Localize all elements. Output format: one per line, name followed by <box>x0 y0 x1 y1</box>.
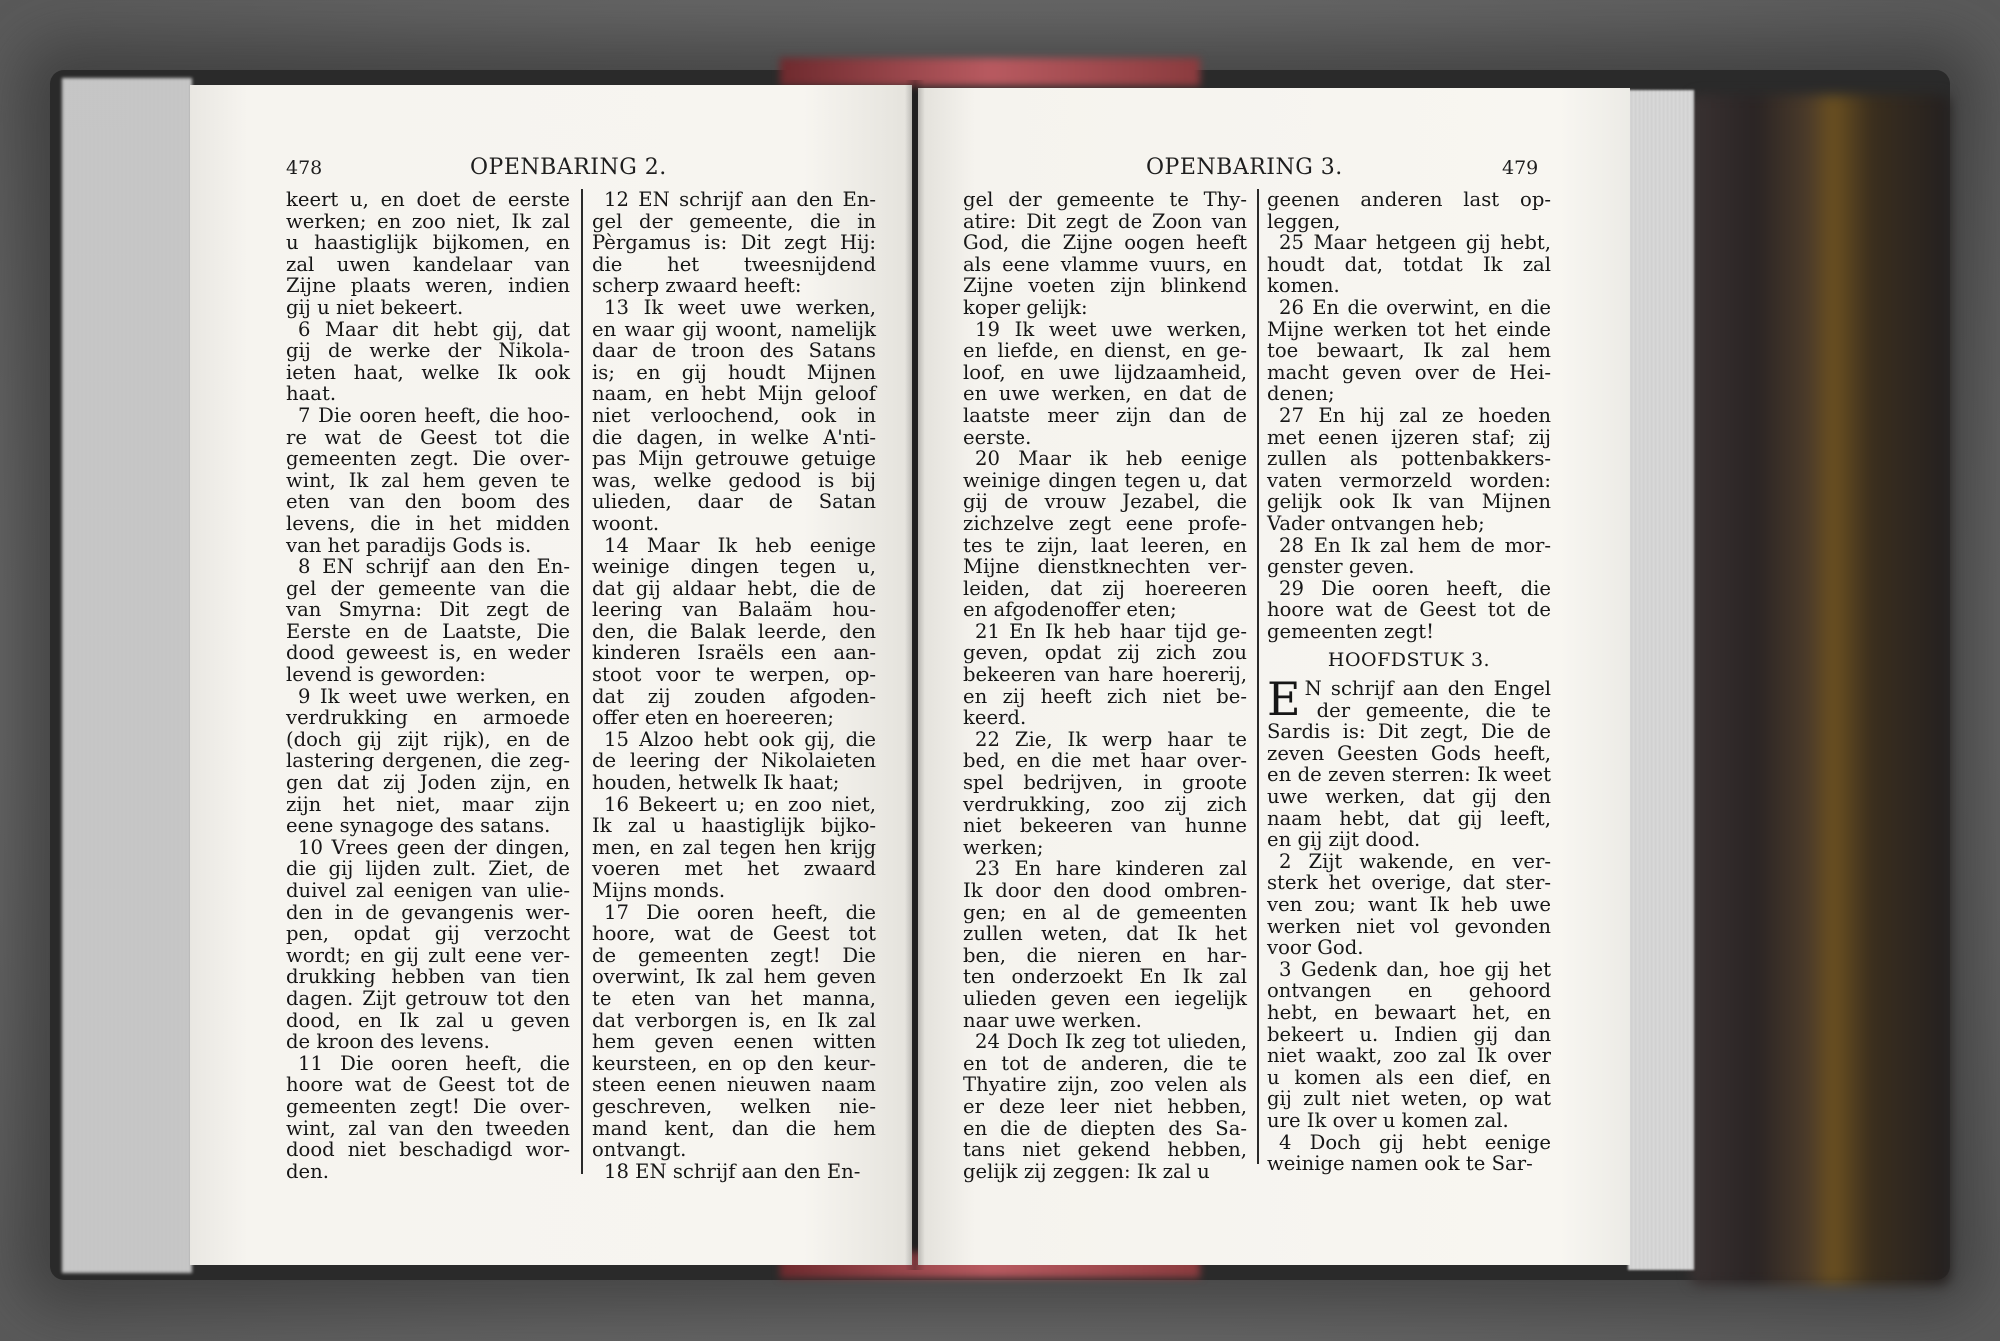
text-line: ieten haat, welke Ik ook <box>286 360 570 384</box>
text-line: 13 Ik weet uwe werken, <box>604 295 876 319</box>
page-edges-left <box>62 78 192 1273</box>
text-line: was, welke gedood is bij <box>592 468 876 492</box>
text-line: dat zij zouden afgoden- <box>592 684 876 708</box>
text-line: en gij zijt dood. <box>1267 828 1421 852</box>
text-line: laatste meer zijn dan de <box>963 403 1247 427</box>
text-line: niet verloochend, ook in <box>592 403 876 427</box>
text-line: voeren met het zwaard <box>592 857 876 881</box>
text-line: keerd. <box>963 706 1027 730</box>
text-line: den. <box>286 1159 329 1183</box>
column-rule-left <box>581 189 583 1174</box>
text-line: eerste. <box>963 425 1032 449</box>
text-line: zijn het niet, maar zijn <box>286 792 570 816</box>
text-line: denen; <box>1267 382 1335 406</box>
text-line: de leering der Nikolaieten <box>592 749 876 773</box>
left-page-column-1 <box>286 189 570 1182</box>
text-line: wint, zal van den tweeden <box>286 1116 570 1140</box>
text-line: 26 En die overwint, en die <box>1279 295 1551 319</box>
text-line: 14 Maar Ik heb eenige <box>604 533 876 557</box>
left-page-number: 478 <box>286 157 323 179</box>
text-line: de kroon des levens. <box>286 1030 490 1054</box>
text-line: woont. <box>592 511 660 535</box>
text-line: den, die Balak leerde, den <box>592 619 876 643</box>
text-line: ure Ik over u komen zal. <box>1267 1108 1509 1132</box>
text-line: 15 Alzoo hebt ook gij, die <box>604 727 876 751</box>
text-line: naam hebt, dat gij leeft, <box>1267 806 1551 830</box>
text-line: men, en zal tegen hen krijg <box>592 835 876 859</box>
text-line: bekeeren van hare hoererij, <box>963 663 1247 687</box>
text-line: hoore wat de Geest tot de <box>1267 598 1551 622</box>
text-line: stoot voor te werpen, op- <box>592 663 876 687</box>
text-line: zullen als pottenbakkers- <box>1267 447 1551 471</box>
text-line: Sardis is: Dit zegt, Die de <box>1267 720 1551 744</box>
text-line: en die de diepten des Sa- <box>963 1116 1247 1140</box>
text-line: dood, en Ik zal u geven <box>286 1008 570 1032</box>
text-line: en waar gij woont, namelijk <box>592 317 876 341</box>
text-line: ven zou; want Ik heb uwe <box>1267 893 1551 916</box>
text-line: gemeenten zegt. Die over- <box>286 447 570 471</box>
text-line: en tot de anderen, die te <box>963 1051 1247 1075</box>
text-line: keert u, en doet de eerste <box>286 188 570 211</box>
headband-top <box>780 58 1200 86</box>
right-running-head: OPENBARING 3. <box>1146 155 1343 180</box>
text-line: Zijne voeten zijn blinkend <box>963 274 1247 298</box>
right-page-column-2 <box>1267 189 1551 1175</box>
text-line: komen. <box>1267 274 1340 298</box>
text-line: weinige namen ook te Sar- <box>1267 1152 1533 1176</box>
text-line: gel der gemeente te Thy- <box>963 188 1247 211</box>
text-line: eene synagoge des satans. <box>286 814 551 838</box>
text-line: te eten van het manna, <box>592 986 876 1010</box>
text-line: werken niet vol gevonden <box>1267 914 1551 938</box>
text-line: bekeert u. Indien gij dan <box>1267 1022 1551 1046</box>
text-line: 7 Die ooren heeft, die hoo- <box>298 403 570 427</box>
chapter-heading: HOOFDSTUK 3. <box>1327 649 1491 672</box>
text-line: 6 Maar dit hebt gij, dat <box>298 317 570 341</box>
text-line: gelijk zij zeggen: Ik zal u <box>963 1159 1210 1183</box>
text-line: 29 Die ooren heeft, die <box>1279 576 1551 600</box>
text-line: dagen. Zijt getrouw tot den <box>286 986 570 1010</box>
text-line: houden, hetwelk Ik haat; <box>592 771 840 795</box>
text-line: 11 Die ooren heeft, die <box>298 1051 570 1075</box>
text-line: scherp zwaard heeft: <box>592 274 802 298</box>
text-line: wordt; en gij zult eene ver- <box>286 943 570 967</box>
text-line: ontvangen en gehoord <box>1267 979 1551 1003</box>
text-line: niet waakt, zoo zal Ik over <box>1267 1044 1551 1068</box>
text-line: loof, en uwe lijdzaamheid, <box>963 360 1247 384</box>
text-line: leggen, <box>1267 209 1341 233</box>
text-line: gij u niet bekeert. <box>286 295 464 319</box>
text-line: 27 En hij zal ze hoeden <box>1279 403 1551 427</box>
text-line: gen dat zij Joden zijn, en <box>286 771 570 795</box>
text-line: geenen anderen last op- <box>1267 188 1551 211</box>
text-line: Mijne dienstknechten ver- <box>963 555 1247 579</box>
text-line: 8 EN schrijf aan den En- <box>298 555 570 579</box>
text-line: tes te zijn, laat leeren, en <box>963 533 1247 557</box>
text-line: zal uwen kandelaar van <box>286 252 570 276</box>
left-page-column-2 <box>592 189 876 1182</box>
text-line: werken; <box>963 835 1044 859</box>
text-line: levend is geworden: <box>286 663 486 687</box>
text-line: vaten vermorzeld worden: <box>1267 468 1551 492</box>
text-line: van Smyrna: Dit zegt de <box>286 598 570 622</box>
text-line: dood niet beschadigd wor- <box>286 1138 570 1162</box>
text-line: ten onderzoekt En Ik zal <box>963 965 1247 989</box>
text-line: 25 Maar hetgeen gij hebt, <box>1279 231 1551 255</box>
text-line: hebt, en bewaart het, en <box>1267 1000 1551 1024</box>
text-line: tans niet gekend hebben, <box>963 1138 1247 1162</box>
text-line: macht geven over de Hei- <box>1267 360 1551 384</box>
text-line: leering van Balaäm hou- <box>592 598 876 622</box>
text-line: er deze leer niet hebben, <box>963 1094 1247 1118</box>
text-line: gel der gemeente van die <box>286 576 570 600</box>
text-line: pen, opdat gij verzocht <box>286 922 570 946</box>
book-gutter <box>905 80 925 1270</box>
text-line: Zijne plaats weren, indien <box>286 274 570 298</box>
text-line: Ik zal u haastiglijk bijko- <box>592 814 876 838</box>
chapter-second-line: der gemeente, die te <box>1316 698 1551 722</box>
text-line: en afgodenoffer eten; <box>963 598 1177 622</box>
text-line: hem geven eenen witten <box>592 1030 876 1054</box>
text-line: gemeenten zegt! <box>1267 619 1435 643</box>
text-line: 20 Maar ik heb eenige <box>975 447 1247 471</box>
text-line: 17 Die ooren heeft, die <box>604 900 876 924</box>
text-line: van het paradijs Gods is. <box>286 533 532 557</box>
text-line: ulieden, daar de Satan <box>592 490 876 514</box>
text-line: 19 Ik weet uwe werken, <box>975 317 1247 341</box>
text-line: uwe werken, dat gij den <box>1267 785 1551 809</box>
text-line: zullen weten, dat Ik het <box>963 922 1247 946</box>
text-line: gel der gemeente, die in <box>592 209 876 233</box>
text-line: 28 En Ik zal hem de mor- <box>1279 533 1551 557</box>
text-line: voor God. <box>1267 936 1364 960</box>
text-line: atire: Dit zegt de Zoon van <box>963 209 1247 233</box>
text-line: haat. <box>286 382 337 406</box>
text-line: re wat de Geest tot die <box>286 425 570 449</box>
text-line: dat verborgen is, en Ik zal <box>592 1008 876 1032</box>
text-line: Thyatire zijn, zoo velen als <box>963 1073 1247 1097</box>
text-line: 21 En Ik heb haar tijd ge- <box>975 619 1247 643</box>
text-line: gij zult niet weten, op wat <box>1267 1087 1551 1111</box>
text-line: ben, die nieren en har- <box>963 943 1247 967</box>
text-line: u haastiglijk bijkomen, en <box>286 231 570 255</box>
text-line: en de zeven sterren: Ik weet <box>1267 763 1551 787</box>
text-line: geschreven, welken nie- <box>592 1094 876 1118</box>
text-line: eten van den boom des <box>286 490 570 514</box>
text-line: gemeenten zegt! Die over- <box>286 1094 570 1118</box>
text-line: die dagen, in welke A'nti- <box>592 425 876 449</box>
text-line: spel bedrijven, in groote <box>963 771 1247 795</box>
text-line: Vader ontvangen heb; <box>1267 511 1485 535</box>
text-line: 16 Bekeert u; en zoo niet, <box>604 792 876 816</box>
text-line: naar uwe werken. <box>963 1008 1142 1032</box>
text-line: 23 En hare kinderen zal <box>975 857 1247 881</box>
text-line: overwint, Ik zal hem geven <box>592 965 876 989</box>
text-line: ontvangt. <box>592 1138 687 1162</box>
text-line: weinige dingen tegen u, dat <box>963 468 1247 492</box>
text-line: als eene vlamme vuurs, en <box>963 252 1247 276</box>
text-line: gij de vrouw Jezabel, die <box>963 490 1247 514</box>
text-line: 18 EN schrijf aan den En- <box>604 1159 861 1183</box>
text-line: verdrukking, zoo zij zich <box>963 792 1247 816</box>
text-line: den in de gevangenis wer- <box>286 900 570 924</box>
text-line: bed, en die met haar over- <box>963 749 1247 773</box>
text-line: toe bewaart, Ik zal hem <box>1267 339 1551 363</box>
text-line: die gij lijden zult. Ziet, de <box>286 857 570 881</box>
text-line: en zij heeft zich niet be- <box>963 684 1247 708</box>
text-line: 3 Gedenk dan, hoe gij het <box>1279 957 1551 981</box>
text-line: Eerste en de Laatste, Die <box>286 619 570 643</box>
text-line: naam, en hebt Mijn geloof <box>592 382 876 406</box>
text-line: kinderen Israëls een aan- <box>592 641 876 665</box>
text-line: en uwe werken, en dat de <box>963 382 1247 406</box>
text-line: daar de troon des Satans <box>592 339 876 363</box>
text-line: God, die Zijne oogen heeft <box>963 231 1247 255</box>
text-line: is; en gij houdt Mijnen <box>592 360 876 384</box>
text-line: mand kent, dan die hem <box>592 1116 876 1140</box>
text-line: Ik door den dood ombren- <box>963 879 1247 902</box>
text-line: u komen als een dief, en <box>1267 1065 1551 1089</box>
column-rule-right <box>1257 189 1259 1164</box>
text-line: geven, opdat zij zich zou <box>963 641 1247 665</box>
right-page-column-1 <box>963 189 1247 1182</box>
drop-cap: E <box>1267 672 1301 727</box>
text-line: met eenen ijzeren staf; zij <box>1267 425 1551 449</box>
text-line: Mijne werken tot het einde <box>1267 317 1551 341</box>
text-line: houdt dat, totdat Ik zal <box>1267 252 1551 276</box>
text-line: dood geweest is, en weder <box>286 641 570 665</box>
text-line: koper gelijk: <box>963 295 1088 319</box>
text-line: niet bekeeren van hunne <box>963 814 1247 838</box>
text-line: werken; en zoo niet, Ik zal <box>286 209 570 233</box>
text-line: lastering dergenen, die zeg- <box>286 749 570 773</box>
right-page-number: 479 <box>1502 157 1539 179</box>
text-line: zeven Geesten Gods heeft, <box>1267 741 1551 765</box>
text-line: 4 Doch gij hebt eenige <box>1279 1130 1551 1154</box>
text-line: ulieden geven een iegelijk <box>963 986 1247 1010</box>
text-line: leiden, dat zij hoereeren <box>963 576 1247 600</box>
text-line: gij de werke der Nikola- <box>286 339 570 363</box>
text-line: en liefde, en dienst, en ge- <box>963 339 1247 363</box>
chapter-first-line: E N schrijf aan den Engel <box>1267 672 1551 727</box>
text-line: levens, die in het midden <box>286 511 570 535</box>
text-line: zichzelve zegt eene profe- <box>963 511 1247 535</box>
text-line: 9 Ik weet uwe werken, en <box>298 684 570 708</box>
text-line: dat gij aldaar hebt, die de <box>592 576 876 600</box>
text-line: steen eenen nieuwen naam <box>592 1073 876 1097</box>
text-line: hoore wat de Geest tot de <box>286 1073 570 1097</box>
text-line: 10 Vrees geen der dingen, <box>298 835 570 859</box>
text-line: 24 Doch Ik zeg tot ulieden, <box>975 1030 1247 1054</box>
text-line: 2 Zijt wakende, en ver- <box>1279 849 1551 873</box>
text-line: (doch gij zijt rijk), en de <box>286 727 570 751</box>
text-line: gen; en al de gemeenten <box>963 900 1247 924</box>
text-line: 22 Zie, Ik werp haar te <box>975 727 1247 751</box>
text-line: hoore, wat de Geest tot <box>592 922 876 946</box>
text-line: de gemeenten zegt! Die <box>592 943 876 967</box>
text-line: offer eten en hoereeren; <box>592 706 835 730</box>
text-line: drukking hebben van tien <box>286 965 570 989</box>
book-back-cover <box>1690 95 1950 1285</box>
text-line: duivel zal eenigen van ulie- <box>286 879 570 902</box>
text-line: genster geven. <box>1267 555 1415 579</box>
text-line: Pèrgamus is: Dit zegt Hij: <box>592 231 876 255</box>
text-line: pas Mijn getrouwe getuige <box>592 447 876 471</box>
text-line: 12 EN schrijf aan den En- <box>604 188 876 211</box>
text-line: wint, Ik zal hem geven te <box>286 468 570 492</box>
text-line: sterk het overige, dat ster- <box>1267 871 1551 895</box>
left-running-head: OPENBARING 2. <box>470 155 667 180</box>
text-line: gelijk ook Ik van Mijnen <box>1267 490 1551 514</box>
text-line: die het tweesnijdend <box>592 252 876 276</box>
page-edges-right <box>1628 90 1694 1270</box>
text-line: verdrukking en armoede <box>286 706 570 730</box>
text-line: Mijns monds. <box>592 879 726 902</box>
text-line: keursteen, en op den keur- <box>592 1051 876 1075</box>
text-line: weinige dingen tegen u, <box>592 555 876 579</box>
